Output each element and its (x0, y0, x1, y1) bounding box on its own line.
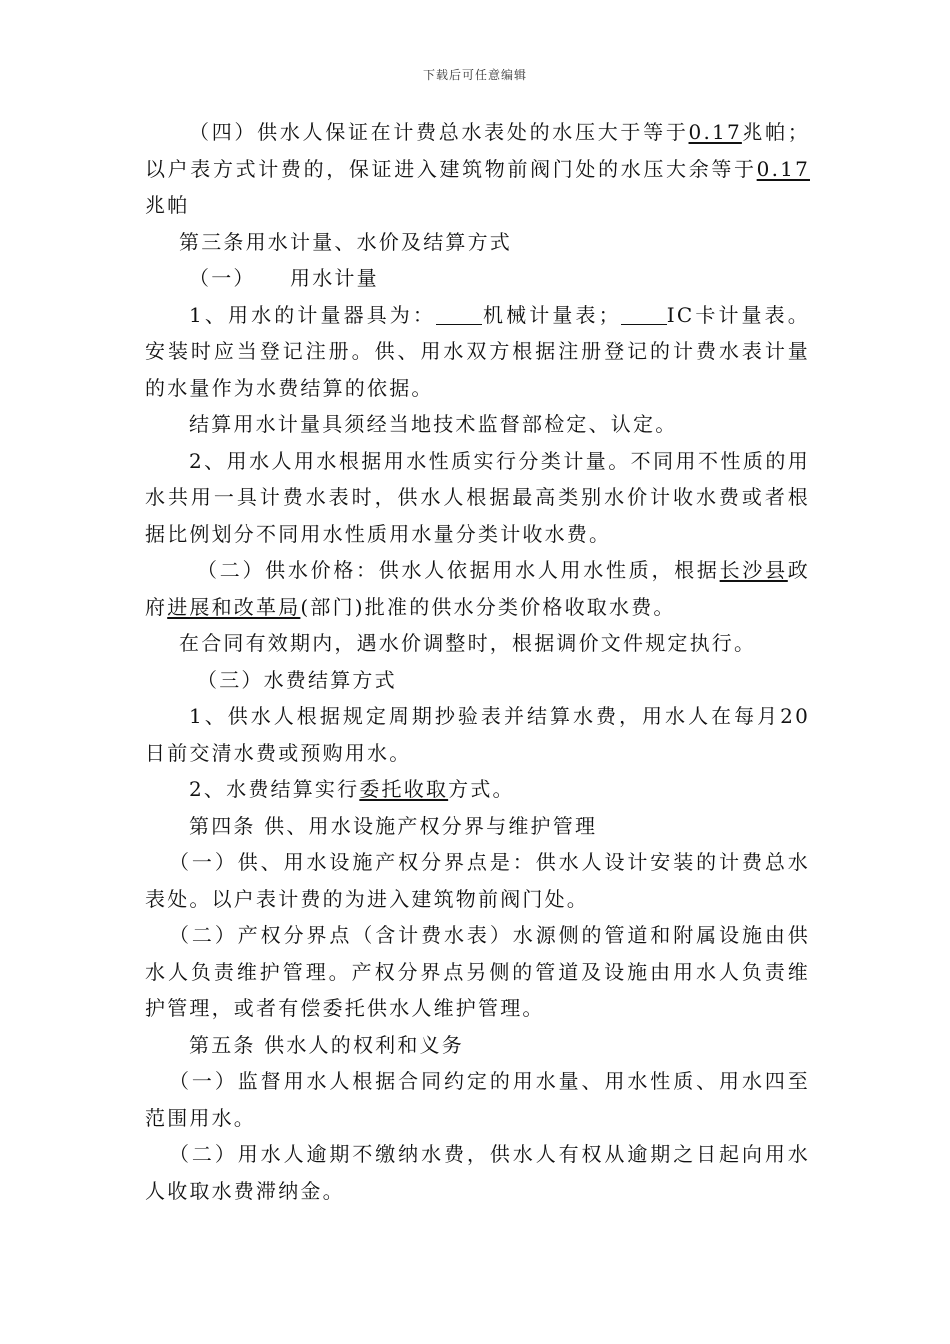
paragraph-text: （二）产权分界点（含计费水表）水源侧的管道和附属设施由供水人负责维护管理。产权分界点另侧的管道及设施由用水人负责维护管理，或者有偿委托供水人维护管理。 (145, 923, 810, 1020)
paragraph-text: 兆帕；以户表方式计费的，保证进入建筑物前阀门处的水压大余等于 (145, 120, 810, 181)
paragraph-text: 2、水费结算实行 (189, 777, 360, 801)
paragraph (145, 114, 810, 224)
paragraph-text: 1、供水人根据规定周期抄验表并结算水费，用水人在每月20日前交清水费或预购用水。 (145, 704, 810, 765)
paragraph-text: 在合同有效期内，遇水价调整时，根据调价文件规定执行。 (179, 631, 757, 655)
paragraph (145, 1063, 810, 1136)
paragraph-text: 1、用水的计量器具为： (189, 302, 437, 327)
paragraph-text: 2、用水人用水根据用水性质实行分类计量。不同用不性质的用水共用一具计费水表时，供水人根据最高类别水价计收水费或者根据比例划分不同用水性质用水量分类计收水费。 (145, 448, 810, 546)
paragraph-text: （二）供水价格：供水人依据用水人用水性质，根据 (197, 558, 720, 582)
fill-in-blank (436, 304, 482, 325)
paragraph-text: 第三条用水计量、水价及结算方式 (179, 229, 512, 254)
paragraph (145, 1027, 810, 1064)
paragraph (145, 844, 810, 917)
paragraph-text: (部门)批准的供水分类价格收取水费。 (300, 594, 676, 619)
paragraph (145, 260, 810, 297)
paragraph-text: （二）用水人逾期不缴纳水费，供水人有权从逾期之日起向用水人收取水费滞纳金。 (145, 1142, 810, 1203)
paragraph-text: 结算用水计量具须经当地技术监督部检定、认定。 (189, 412, 678, 436)
paragraph-text: （四）供水人保证在计费总水表处的水压大于等于 (189, 120, 689, 144)
paragraph-text: 第五条 供水人的权利和义务 (189, 1032, 464, 1057)
paragraph (145, 406, 810, 443)
paragraph (145, 808, 810, 845)
underlined-text: 委托收取 (359, 777, 449, 801)
paragraph (145, 698, 810, 771)
fill-in-blank (621, 304, 667, 325)
underlined-text: 0.17 (688, 120, 742, 144)
document-body (145, 114, 810, 1209)
paragraph-text: 政府 (145, 558, 810, 619)
paragraph-text: IC卡计量表。安装时应当登记注册。供、用水双方根据注册登记的计费水表计量的水量作为水费结算的依据。 (145, 302, 811, 400)
underlined-text: 长沙县 (719, 558, 788, 582)
paragraph (145, 297, 810, 407)
paragraph (145, 625, 810, 662)
paragraph-text: 方式。 (448, 777, 515, 801)
paragraph-text: 第四条 供、用水设施产权分界与维护管理 (189, 813, 598, 838)
underlined-text: 0.17 (756, 156, 810, 181)
paragraph (145, 1136, 810, 1209)
underlined-text: 进展和改革局 (167, 594, 301, 619)
paragraph-text: （一） 用水计量 (189, 266, 379, 290)
paragraph-text: （三）水费结算方式 (197, 667, 397, 692)
paragraph-text: （一）监督用水人根据合同约定的用水量、用水性质、用水四至范围用水。 (145, 1069, 810, 1130)
paragraph (145, 917, 810, 1027)
paragraph (145, 443, 810, 553)
page-header: 下载后可任意编辑 (422, 68, 527, 82)
paragraph (145, 662, 810, 699)
paragraph-text: 机械计量表； (482, 302, 621, 327)
paragraph (145, 224, 810, 261)
paragraph-text: 兆帕 (145, 193, 190, 217)
paragraph-text: （一）供、用水设施产权分界点是：供水人设计安装的计费总水表处。以户表计费的为进入建筑物前阀门处。 (145, 850, 810, 911)
paragraph (145, 771, 810, 808)
paragraph (145, 552, 810, 625)
